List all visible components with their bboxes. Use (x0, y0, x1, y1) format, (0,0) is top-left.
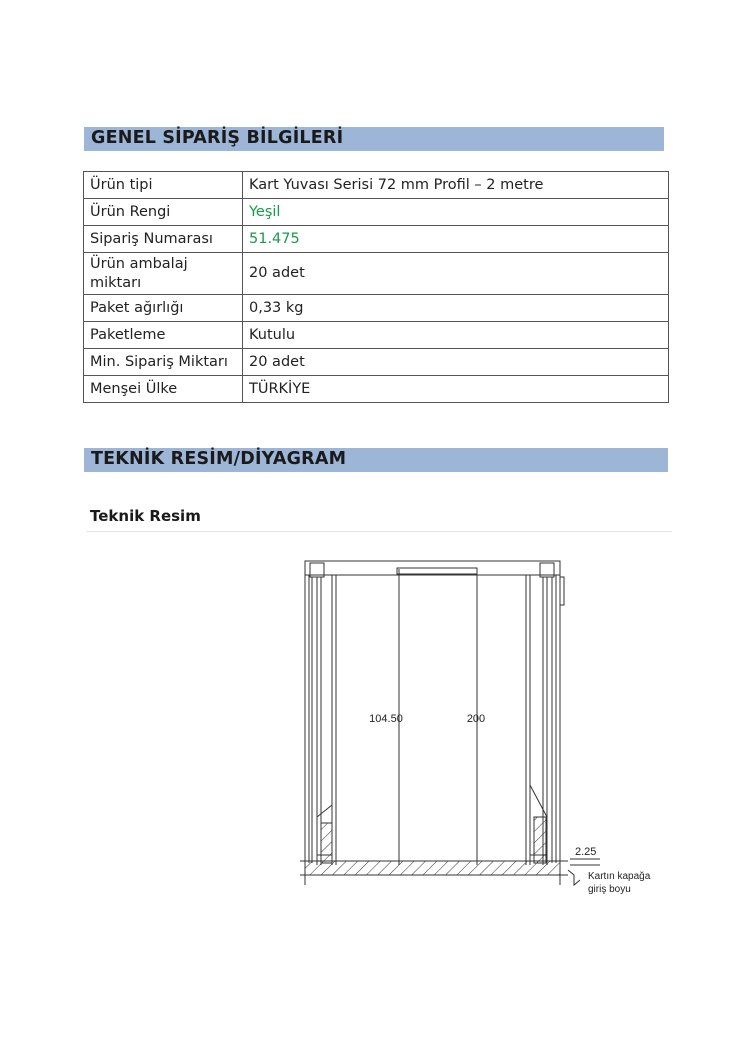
row-label: Ürün tipi (84, 172, 243, 199)
dimension-label-left: 104.50 (369, 713, 403, 725)
row-label: Min. Sipariş Miktarı (84, 349, 243, 376)
table-row (84, 172, 669, 199)
dimension-label-small: 2.25 (575, 846, 597, 858)
table-row (84, 226, 669, 253)
row-label: Paket ağırlığı (84, 295, 243, 322)
section-header-order-info (84, 127, 664, 151)
row-value: Kutulu (243, 322, 669, 349)
hatched-insert-right (534, 817, 546, 863)
order-info-table (83, 171, 669, 403)
row-label: Ürün ambalaj miktarı (84, 253, 243, 295)
technical-drawing (290, 555, 670, 915)
divider (86, 531, 672, 532)
row-value-color: Yeşil (243, 199, 669, 226)
profile-base (305, 861, 560, 875)
table-row (84, 253, 669, 295)
table-row (84, 295, 669, 322)
row-value: 20 adet (243, 349, 669, 376)
section-header-technical-drawing (84, 448, 668, 472)
table-row (84, 376, 669, 403)
section-title: GENEL SİPARİŞ BİLGİLERİ (91, 128, 344, 148)
row-value-order-number: 51.475 (243, 226, 669, 253)
subsection-title: Teknik Resim (90, 507, 201, 525)
row-value: 20 adet (243, 253, 669, 295)
side-tab-right (560, 577, 564, 605)
dimension-label-right: 200 (466, 713, 486, 725)
note-line-1: Kartın kapağa (588, 871, 651, 882)
row-label: Sipariş Numarası (84, 226, 243, 253)
profile-top-clip (397, 568, 477, 574)
row-value: Kart Yuvası Serisi 72 mm Profil – 2 metre (243, 172, 669, 199)
note-leader (568, 870, 580, 885)
table-row (84, 322, 669, 349)
section-title: TEKNİK RESİM/DİYAGRAM (91, 449, 347, 469)
note-line-2: giriş boyu (588, 884, 631, 895)
row-value: TÜRKİYE (243, 376, 669, 403)
hatched-insert-left (321, 823, 332, 863)
row-label: Paketleme (84, 322, 243, 349)
row-value: 0,33 kg (243, 295, 669, 322)
table-row (84, 349, 669, 376)
row-label: Ürün Rengi (84, 199, 243, 226)
table-row (84, 199, 669, 226)
row-label: Menşei Ülke (84, 376, 243, 403)
